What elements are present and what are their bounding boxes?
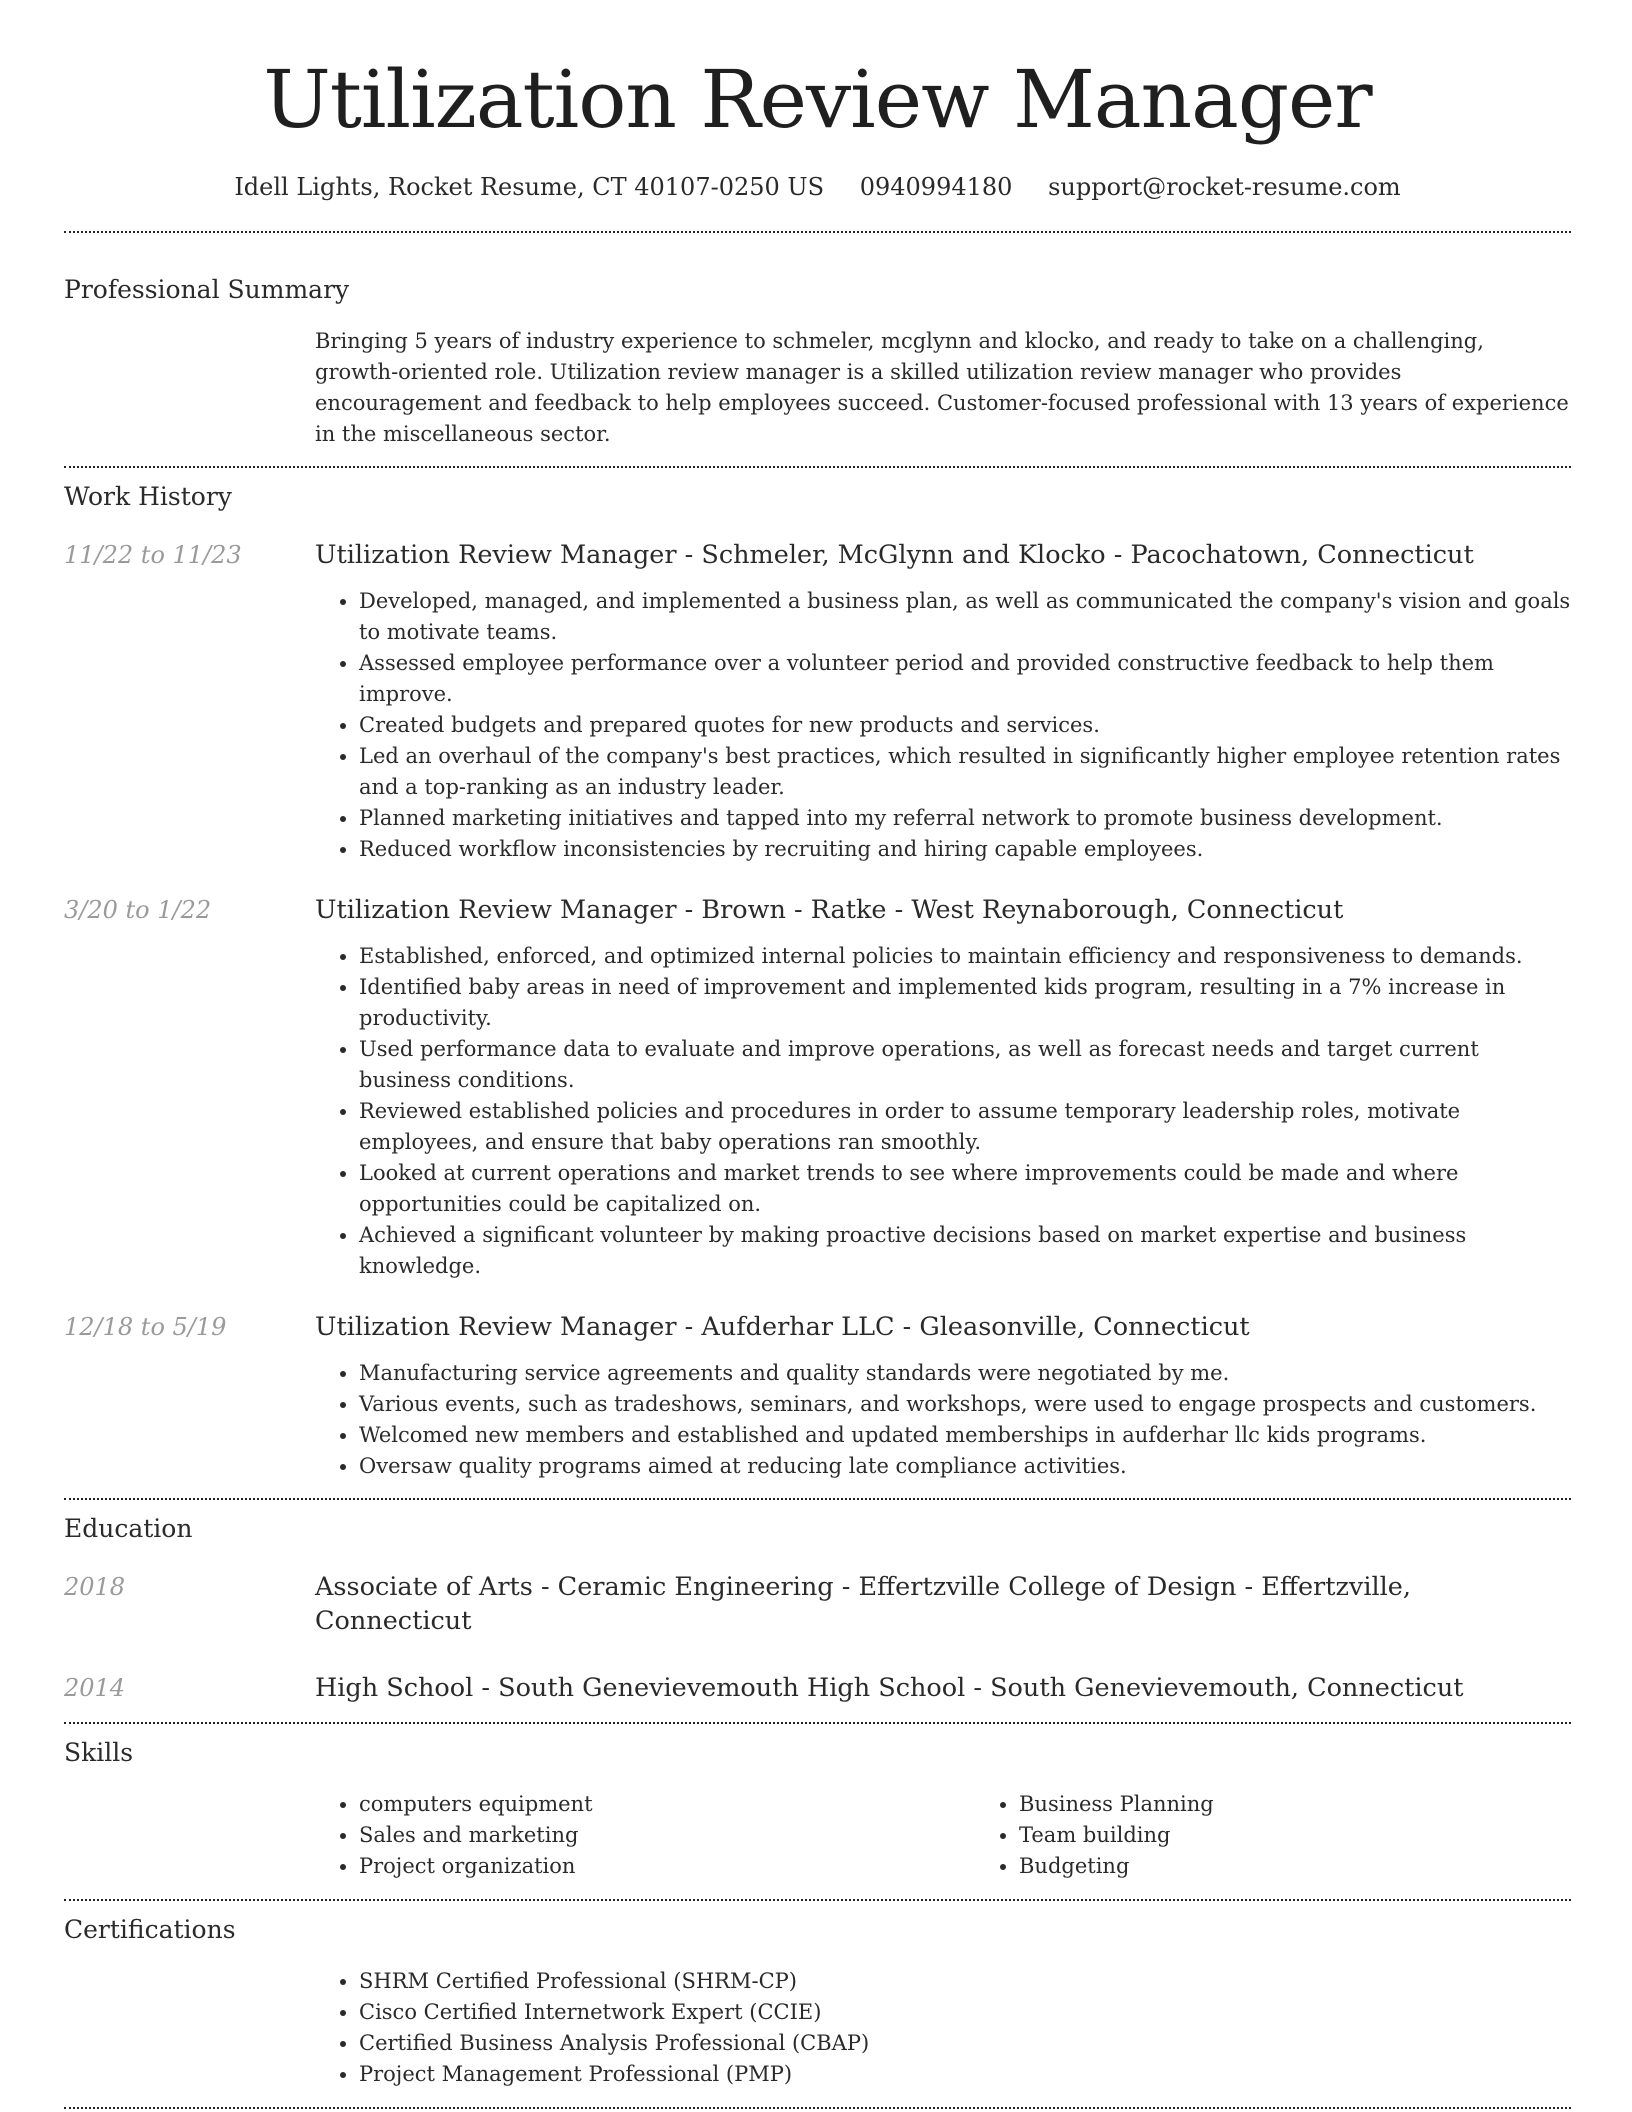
skill-item: • computers equipment: [359, 1789, 975, 1820]
list-item: • Reduced workflow inconsistencies by recruiting and hiring capable employees.: [359, 834, 1571, 865]
list-item: • Used performance data to evaluate and improve operations, as well as forecast needs and target current business conditions.: [359, 1034, 1571, 1096]
divider: [64, 466, 1571, 468]
list-item: • Created budgets and prepared quotes for new products and services.: [359, 710, 1571, 741]
skill-item: • Business Planning: [1019, 1789, 1632, 1820]
skill-item: • Budgeting: [1019, 1851, 1632, 1882]
certifications-title: Certifications: [64, 1915, 236, 1944]
list-item: • Planned marketing initiatives and tapped into my referral network to promote business development.: [359, 803, 1571, 834]
list-item: • Oversaw quality programs aimed at reducing late compliance activities.: [359, 1451, 1571, 1482]
certifications-section: [64, 1913, 1571, 2090]
education-section: [64, 1512, 1571, 1705]
list-item: • Achieved a significant volunteer by making proactive decisions based on market expertise and business knowledge.: [359, 1220, 1571, 1282]
list-item: • Led an overhaul of the company's best practices, which resulted in significantly higher employee retention rates and a top-ranking as an industry leader.: [359, 741, 1571, 803]
skill-item: • Team building: [1019, 1820, 1632, 1851]
certification-item: • SHRM Certified Professional (SHRM-CP): [359, 1966, 1571, 1997]
certifications-list: [315, 1966, 1571, 2090]
work-history-section: [64, 480, 1571, 1482]
certification-item: • Certified Business Analysis Professional (CBAP): [359, 2028, 1571, 2059]
education-entry: [64, 1671, 1571, 1705]
skills-list-left: [315, 1789, 975, 1882]
job-entry: [64, 893, 1571, 1282]
divider: [64, 1899, 1571, 1901]
skills-section: [64, 1736, 1571, 1882]
job-entry: [64, 538, 1571, 865]
divider: [64, 2107, 1571, 2109]
certification-item: • Cisco Certified Internetwork Expert (CCIE): [359, 1997, 1571, 2028]
resume-page: [64, 0, 1571, 2109]
summary-title: Professional Summary: [64, 275, 350, 304]
list-item: • Manufacturing service agreements and quality standards were negotiated by me.: [359, 1358, 1571, 1389]
job-bullets: [315, 941, 1571, 1282]
divider: [64, 231, 1571, 233]
skill-item: • Project organization: [359, 1851, 975, 1882]
list-item: • Looked at current operations and market trends to see where improvements could be made and where opportunities could be capitalized on.: [359, 1158, 1571, 1220]
list-item: • Reviewed established policies and procedures in order to assume temporary leadership roles, motivate employees, and ensure that baby operations ran smoothly.: [359, 1096, 1571, 1158]
summary-section: [64, 273, 1571, 450]
education-entry: [64, 1570, 1571, 1638]
job-bullets: [315, 1358, 1571, 1482]
contact-email: support@rocket-resume.com: [1048, 173, 1401, 201]
education-title: Education: [64, 1514, 193, 1543]
certification-item: • Project Management Professional (PMP): [359, 2059, 1571, 2090]
list-item: • Assessed employee performance over a volunteer period and provided constructive feedback to help them improve.: [359, 648, 1571, 710]
job-heading: Utilization Review Manager - Brown - Ratke - West Reynaborough, Connecticut: [315, 895, 1344, 925]
education-heading: Associate of Arts - Ceramic Engineering - Effertzville College of Design - Effertzville, Connecticut: [315, 1572, 1412, 1636]
work-history-title: Work History: [64, 482, 232, 511]
job-heading: Utilization Review Manager - Schmeler, McGlynn and Klocko - Pacochatown, Connecticut: [315, 540, 1474, 570]
list-item: • Identified baby areas in need of improvement and implemented kids program, resulting in a 7% increase in productivity.: [359, 972, 1571, 1034]
skills-title: Skills: [64, 1738, 134, 1767]
summary-text: Bringing 5 years of industry experience to schmeler, mcglynn and klocko, and ready to take on a challenging, growth-oriented role. Utilization review manager is a skilled utilization review manager who provides encouragement and feedback to help employees succeed. Customer-focused professional with 13 years of experience in the miscellaneous sector.: [315, 329, 1569, 446]
contact-line: [64, 170, 1571, 204]
list-item: • Developed, managed, and implemented a business plan, as well as communicated the company's vision and goals to motivate teams.: [359, 586, 1571, 648]
skills-list-right: [975, 1789, 1632, 1882]
contact-address: Idell Lights, Rocket Resume, CT 40107-0250 US: [234, 173, 825, 201]
job-entry: [64, 1310, 1571, 1482]
contact-phone: 0940994180: [859, 173, 1013, 201]
divider: [64, 1498, 1571, 1500]
list-item: • Various events, such as tradeshows, seminars, and workshops, were used to engage prospects and customers.: [359, 1389, 1571, 1420]
list-item: • Welcomed new members and established and updated memberships in aufderhar llc kids programs.: [359, 1420, 1571, 1451]
divider: [64, 1722, 1571, 1724]
education-heading: High School - South Genevievemouth High School - South Genevievemouth, Connecticut: [315, 1673, 1464, 1703]
job-bullets: [315, 586, 1571, 865]
job-dates: 12/18 to 5/19: [64, 1313, 227, 1341]
education-year: 2018: [64, 1573, 126, 1601]
education-year: 2014: [64, 1674, 126, 1702]
skill-item: • Sales and marketing: [359, 1820, 975, 1851]
job-dates: 3/20 to 1/22: [64, 896, 212, 924]
job-heading: Utilization Review Manager - Aufderhar LLC - Gleasonville, Connecticut: [315, 1312, 1250, 1342]
resume-name: Utilization Review Manager: [263, 53, 1372, 146]
job-dates: 11/22 to 11/23: [64, 541, 242, 569]
list-item: • Established, enforced, and optimized internal policies to maintain efficiency and responsiveness to demands.: [359, 941, 1571, 972]
